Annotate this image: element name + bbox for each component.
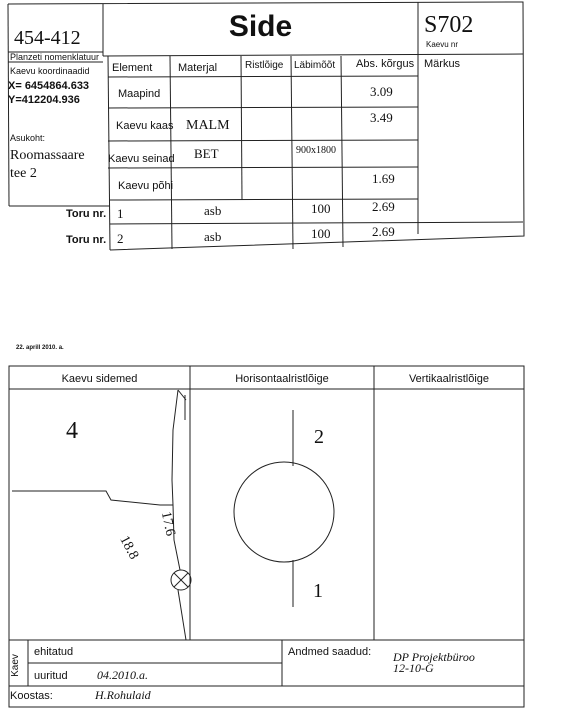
data-from-line2: 12-10-G <box>393 661 434 675</box>
measured-label: uuritud <box>34 670 68 682</box>
pipe-material: asb <box>204 229 222 244</box>
header-element: Element <box>112 62 153 74</box>
panel-title-links: Kaevu sidemed <box>61 373 138 385</box>
row-element: Kaevu kaas <box>116 120 174 132</box>
plan-number: 454-412 <box>14 27 81 49</box>
address-label: Asukoht: <box>10 133 46 143</box>
address-line1: Roomassaare <box>10 148 85 163</box>
panel-title-vertical: Vertikaalristlõige <box>408 373 490 385</box>
row-diameter: 900x1800 <box>296 145 336 156</box>
row-element: Kaevu seinad <box>108 153 175 165</box>
pipe-label: Toru nr. <box>66 208 107 220</box>
data-from-line1: DP Projektbüroo <box>393 650 475 664</box>
pipe-height: 2.69 <box>372 199 395 214</box>
coord-y: Y=412204.936 <box>8 94 80 106</box>
sketch-dim1: 17.6 <box>157 510 178 538</box>
sketch-area-label: 4 <box>66 418 78 444</box>
pipe-label: Toru nr. <box>66 234 107 246</box>
header-cross: Ristlõige <box>245 60 284 71</box>
built-label: ehitatud <box>34 646 74 658</box>
coord-x: X= 6454864.633 <box>8 80 90 92</box>
header-material: Materjal <box>178 62 218 74</box>
row-material: BET <box>194 146 219 161</box>
coords-label: Kaevu koordinaadid <box>10 66 90 76</box>
panel-title-horizontal: Horisontaalristlõige <box>235 373 329 385</box>
header-diameter: Läbimõõt <box>294 60 336 71</box>
row-height: 3.49 <box>370 110 393 125</box>
sketch-pipe1: 1 <box>313 580 323 602</box>
pipe-diameter: 100 <box>311 201 331 216</box>
row-element: Kaevu põhi <box>118 180 174 192</box>
sketch-pipe2: 2 <box>314 426 324 448</box>
pipe-nr: 1 <box>117 206 124 221</box>
well-id-label: Kaevu nr <box>426 40 459 49</box>
measured-value: 04.2010.a. <box>97 668 148 682</box>
pipe-nr: 2 <box>117 231 124 246</box>
author-label: Koostas: <box>10 690 53 702</box>
row-element: Maapind <box>118 88 161 100</box>
row-height: 3.09 <box>370 84 393 99</box>
side-label: Kaev <box>9 654 21 677</box>
pipe-height: 2.69 <box>372 224 395 239</box>
row-material: MALM <box>186 118 230 133</box>
notes-label: Märkus <box>424 58 461 70</box>
plan-number-label: Planzeti nomenklatuur <box>10 52 100 62</box>
pipe-material: asb <box>204 203 222 218</box>
page-title: Side <box>228 10 293 43</box>
data-from-label: Andmed saadud: <box>288 646 372 658</box>
address-line2: tee 2 <box>10 166 37 181</box>
row-height: 1.69 <box>372 171 395 186</box>
pipe-diameter: 100 <box>311 226 331 241</box>
well-id: S702 <box>424 12 474 38</box>
author-value: H.Rohulaid <box>95 688 151 702</box>
date-stamp: 22. aprill 2010. a. <box>16 345 64 351</box>
sketch-dim2: 18.8 <box>116 533 142 563</box>
header-height: Abs. kõrgus <box>356 58 415 70</box>
